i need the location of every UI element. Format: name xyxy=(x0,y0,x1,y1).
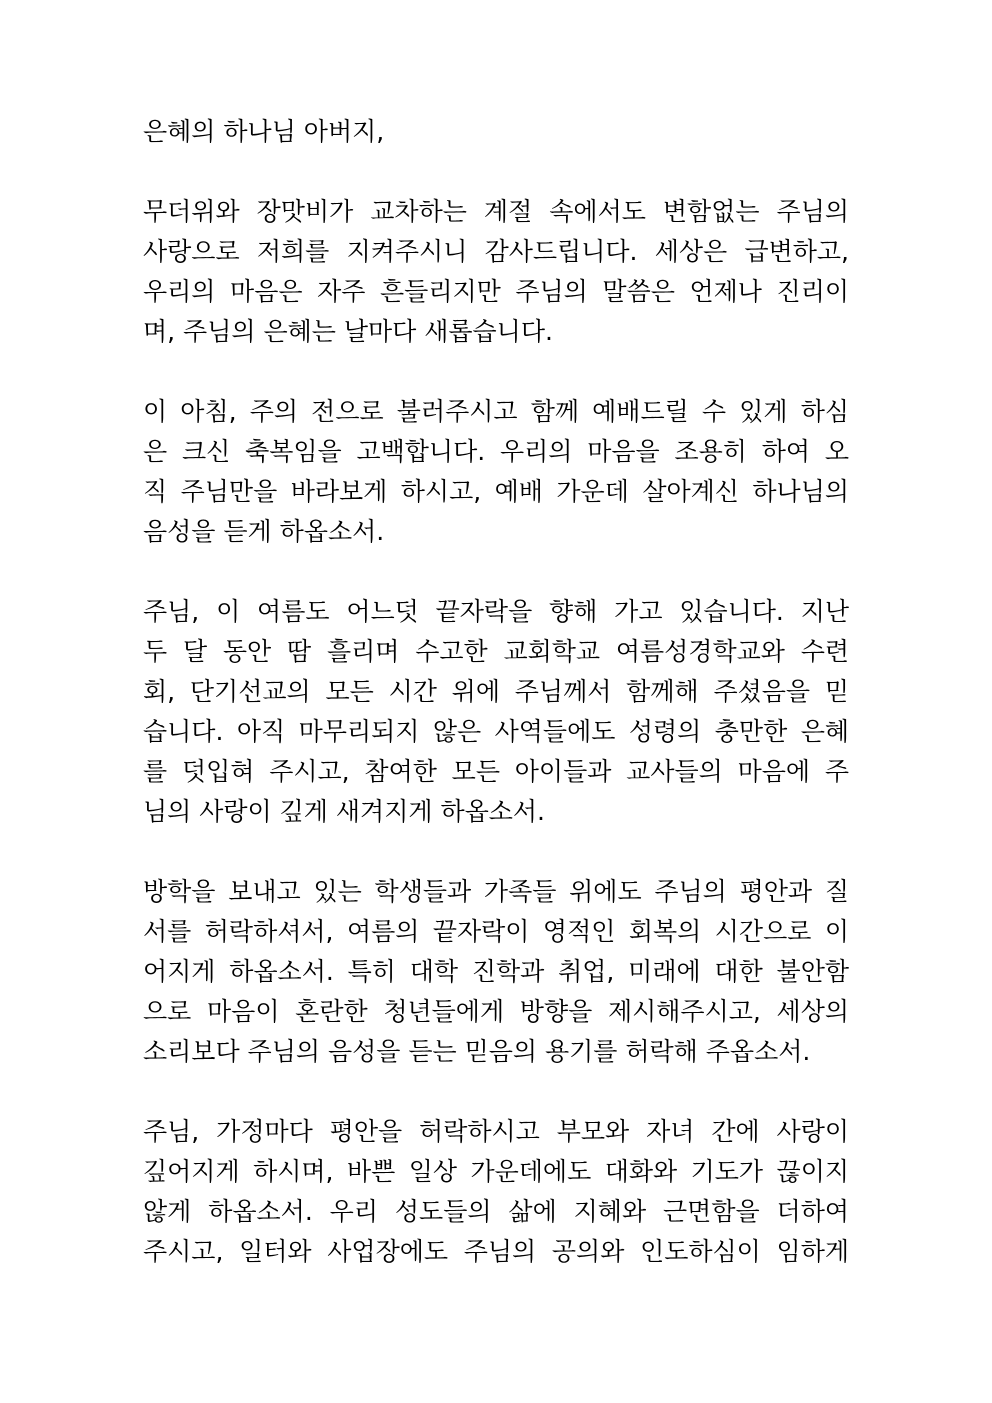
paragraph-line: 서를 허락하셔서, 여름의 끝자락이 영적인 회복의 시간으로 이 xyxy=(143,917,849,946)
paragraph-line: 직 주님만을 바라보게 하시고, 예배 가운데 살아계신 하나님의 xyxy=(143,477,849,506)
paragraph-line: 회, 단기선교의 모든 시간 위에 주님께서 함께해 주셨음을 믿 xyxy=(143,677,849,706)
prayer-paragraph xyxy=(143,192,849,352)
prayer-paragraph xyxy=(143,872,849,1072)
document-page xyxy=(143,112,849,1312)
paragraph-line: 음성을 듣게 하옵소서. xyxy=(143,517,385,546)
paragraph-line: 주시고, 일터와 사업장에도 주님의 공의와 인도하심이 임하게 xyxy=(143,1237,849,1266)
paragraph-line: 방학을 보내고 있는 학생들과 가족들 위에도 주님의 평안과 질 xyxy=(143,877,849,906)
paragraph-line: 이 아침, 주의 전으로 불러주시고 함께 예배드릴 수 있게 하심 xyxy=(143,397,849,426)
paragraph-line: 두 달 동안 땀 흘리며 수고한 교회학교 여름성경학교와 수련 xyxy=(143,637,849,666)
paragraph-line: 은 크신 축복임을 고백합니다. 우리의 마음을 조용히 하여 오 xyxy=(143,437,849,466)
paragraph-line: 주님, 이 여름도 어느덧 끝자락을 향해 가고 있습니다. 지난 xyxy=(143,597,849,626)
prayer-body xyxy=(143,192,849,1272)
paragraph-line: 으로 마음이 혼란한 청년들에게 방향을 제시해주시고, 세상의 xyxy=(143,997,849,1026)
paragraph-line: 어지게 하옵소서. 특히 대학 진학과 취업, 미래에 대한 불안함 xyxy=(143,957,849,986)
paragraph-line: 않게 하옵소서. 우리 성도들의 삶에 지혜와 근면함을 더하여 xyxy=(143,1197,849,1226)
paragraph-line: 깊어지게 하시며, 바쁜 일상 가운데에도 대화와 기도가 끊이지 xyxy=(143,1157,849,1186)
paragraph-line: 를 덧입혀 주시고, 참여한 모든 아이들과 교사들의 마음에 주 xyxy=(143,757,849,786)
prayer-paragraph xyxy=(143,392,849,552)
paragraph-line: 습니다. 아직 마무리되지 않은 사역들에도 성령의 충만한 은혜 xyxy=(143,717,849,746)
prayer-greeting: 은혜의 하나님 아버지, xyxy=(143,117,385,146)
paragraph-line: 며, 주님의 은혜는 날마다 새롭습니다. xyxy=(143,317,553,346)
prayer-paragraph xyxy=(143,592,849,832)
paragraph-line: 소리보다 주님의 음성을 듣는 믿음의 용기를 허락해 주옵소서. xyxy=(143,1037,811,1066)
prayer-paragraph xyxy=(143,1112,849,1272)
paragraph-line: 사랑으로 저희를 지켜주시니 감사드립니다. 세상은 급변하고, xyxy=(143,237,849,266)
paragraph-line: 님의 사랑이 깊게 새겨지게 하옵소서. xyxy=(143,797,545,826)
paragraph-line: 무더위와 장맛비가 교차하는 계절 속에서도 변함없는 주님의 xyxy=(143,197,849,226)
paragraph-line: 우리의 마음은 자주 흔들리지만 주님의 말씀은 언제나 진리이 xyxy=(143,277,849,306)
paragraph-line: 주님, 가정마다 평안을 허락하시고 부모와 자녀 간에 사랑이 xyxy=(143,1117,849,1146)
